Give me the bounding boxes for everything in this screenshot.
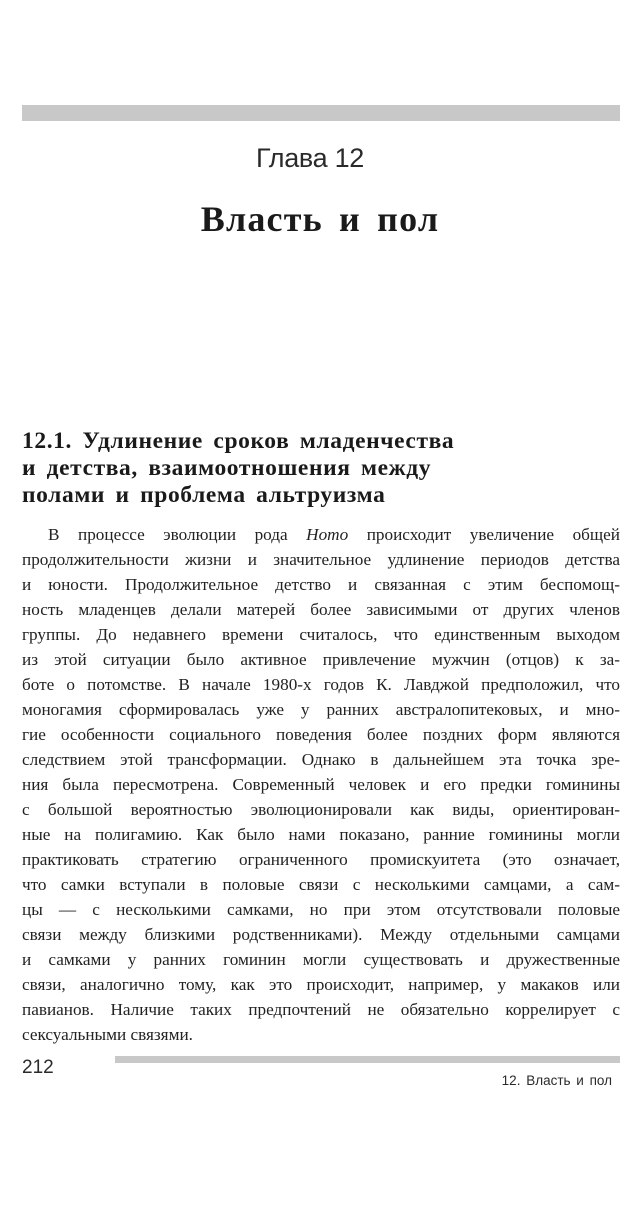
paragraph-line xyxy=(22,997,620,1022)
paragraph-line xyxy=(22,772,620,797)
paragraph-line-text: павианов. Наличие таких предпочтений не обязательно коррелирует с xyxy=(22,1000,620,1019)
paragraph-line-text: и самками у ранних гоминин могли существовать и дружественные xyxy=(22,950,620,969)
paragraph-line xyxy=(22,622,620,647)
paragraph-line-text: из этой ситуации было активное привлечение мужчин (отцов) к за- xyxy=(22,650,620,669)
paragraph-line-text: цы — с несколькими самками, но при этом отсутствовали половые xyxy=(22,900,620,919)
paragraph-line-text: практиковать стратегию ограниченного промискуитета (это означает, xyxy=(22,850,620,869)
paragraph-line-text: следствием этой трансформации. Однако в дальнейшем эта точка зре- xyxy=(22,750,620,769)
paragraph-line xyxy=(22,922,620,947)
paragraph-line-text: гие особенности социального поведения более поздних форм являются xyxy=(22,725,620,744)
paragraph-line xyxy=(22,672,620,697)
chapter-title: Власть и пол xyxy=(200,199,440,239)
paragraph-line-text: продолжительности жизни и значительное удлинение периодов детства xyxy=(22,550,620,569)
paragraph-line xyxy=(22,522,620,547)
paragraph-line-text: что самки вступали в половые связи с несколькими самцами, а сам- xyxy=(22,875,620,894)
paragraph-line-text: В процессе эволюции рода Homo происходит увеличение общей xyxy=(48,525,620,544)
paragraph-line-text: группы. До недавнего времени считалось, что единственным выходом xyxy=(22,625,620,644)
section-heading xyxy=(22,428,612,509)
paragraph-line-text: сексуальными связями. xyxy=(22,1025,193,1044)
paragraph-line xyxy=(22,722,620,747)
paragraph-line-text: с большой вероятностью эволюционировали как виды, ориентирован- xyxy=(22,800,620,819)
paragraph-line xyxy=(22,547,620,572)
paragraph-line xyxy=(22,822,620,847)
paragraph-line xyxy=(22,947,620,972)
paragraph-line-text: и юности. Продолжительное детство и связанная с этим беспомощ- xyxy=(22,575,620,594)
running-header: 12. Власть и пол xyxy=(501,1073,612,1088)
top-rule xyxy=(22,105,620,121)
paragraph-line-text: ные на полигамию. Как было нами показано, ранние гоминины могли xyxy=(22,825,620,844)
paragraph-line-text: ность младенцев делали матерей более зависимыми от других членов xyxy=(22,600,620,619)
paragraph-line xyxy=(22,697,620,722)
body-paragraph xyxy=(22,522,620,1047)
paragraph-line-text: моногамия сформировалась уже у ранних австралопитековых, и мно- xyxy=(22,700,620,719)
paragraph-line-text: связи, аналогично тому, как это происходит, например, у макаков или xyxy=(22,975,620,994)
paragraph-line xyxy=(22,797,620,822)
paragraph-line xyxy=(22,597,620,622)
paragraph-line xyxy=(22,747,620,772)
paragraph-line xyxy=(22,972,620,997)
paragraph-line-text: связи между близкими родственниками). Между отдельными самцами xyxy=(22,925,620,944)
bottom-rule xyxy=(115,1056,620,1063)
section-heading-line: 12.1. Удлинение сроков младенчества xyxy=(22,428,455,454)
genus-name: Homo xyxy=(306,525,349,544)
paragraph-line xyxy=(22,647,620,672)
page-number: 212 xyxy=(22,1057,54,1078)
paragraph-line xyxy=(22,572,620,597)
paragraph-line-text: ния была пересмотрена. Современный человек и его предки гоминины xyxy=(22,775,620,794)
paragraph-line xyxy=(22,872,620,897)
section-heading-line: и детства, взаимоотношения между xyxy=(22,455,432,481)
paragraph-line xyxy=(22,847,620,872)
section-heading-line: полами и проблема альтруизма xyxy=(22,482,386,508)
paragraph-line xyxy=(22,897,620,922)
paragraph-line-text: боте о потомстве. В начале 1980-х годов К. Лавджой предположил, что xyxy=(22,675,620,694)
paragraph-line xyxy=(22,1022,620,1047)
chapter-label: Глава 12 xyxy=(255,143,365,173)
